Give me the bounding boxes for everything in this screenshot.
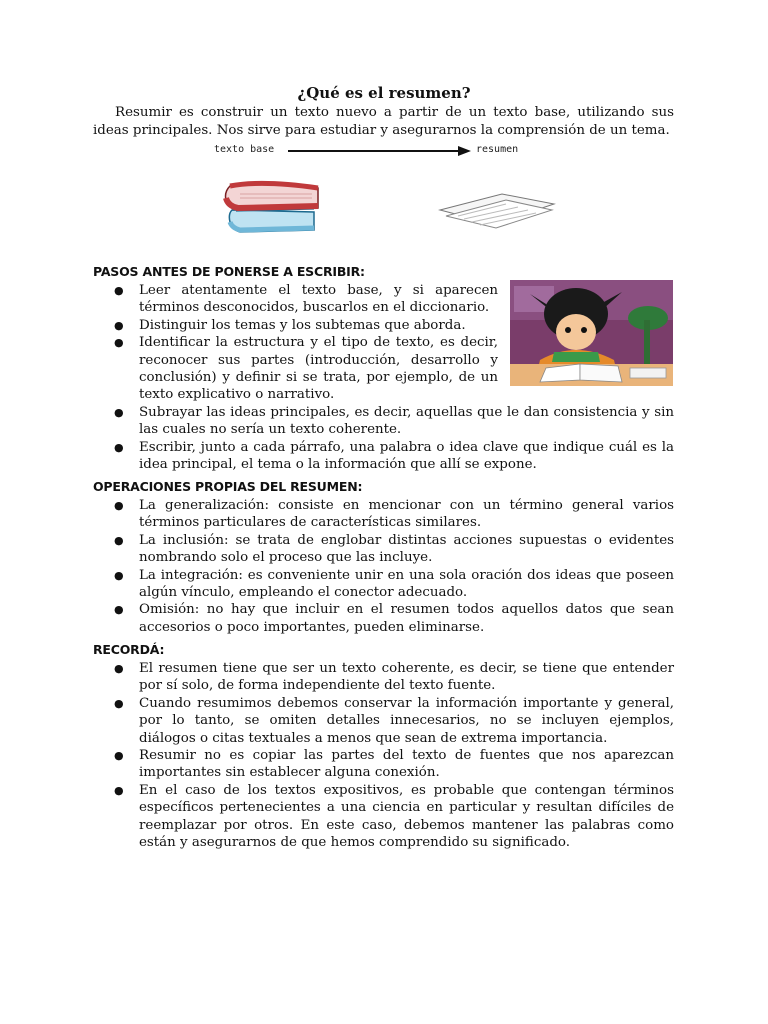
list-item: ● Leer atentamente el texto base, y si aparecen términos desconocidos, buscarlos en el diccionario. <box>114 283 498 316</box>
section-heading-recorda: RECORDÁ: <box>93 642 165 657</box>
books-icon <box>222 178 324 236</box>
bullet: ● <box>114 749 124 763</box>
list-item: ● Omisión: no hay que incluir en el resumen todos aquellos datos que sean accesorios o poco importantes, pueden eliminarse. <box>114 602 674 635</box>
bullet: ● <box>114 568 124 582</box>
list-item: ● Subrayar las ideas principales, es decir, aquellas que le dan consistencia y sin las cuales no sería un texto coherente. <box>114 405 674 438</box>
bullet: ● <box>114 662 124 675</box>
list-operaciones <box>93 497 674 636</box>
bullet: ● <box>114 696 124 710</box>
bullet: ● <box>114 406 124 419</box>
section-heading-operaciones: OPERACIONES PROPIAS DEL RESUMEN: <box>93 479 363 494</box>
bullet: ● <box>114 336 124 350</box>
page-title: ¿Qué es el resumen? <box>297 84 471 102</box>
list-pasos-bottom <box>93 404 674 474</box>
bullet: ● <box>114 499 124 512</box>
bullet: ● <box>114 318 124 332</box>
papers-icon <box>436 190 558 230</box>
intro-paragraph <box>93 104 674 140</box>
intro-text: Resumir es construir un texto nuevo a partir de un texto base, utilizando sus ideas principales. Nos sirve para estudiar y asegurarnos la comprensión de un tema. <box>93 105 674 138</box>
list-item: ● Resumir no es copiar las partes del texto de fuentes que nos aparezcan importantes sin establecer alguna conexión. <box>114 748 674 781</box>
list-item: ● La integración: es conveniente unir en una sola oración dos ideas que poseen algún vínculo, empleando el conector adecuado. <box>114 567 674 601</box>
list-item: ● En el caso de los textos expositivos, es probable que contengan términos específicos pertenecientes a una ciencia en particular y resultan difíciles de reemplazar por otros. En este caso, debemos mantener las palabras como están y asegurarnos de que hemos comprendido su significado. <box>114 782 674 851</box>
section-heading-pasos: PASOS ANTES DE PONERSE A ESCRIBIR: <box>93 264 365 279</box>
list-item: ● Identificar la estructura y el tipo de texto, es decir, reconocer sus partes (introducción, desarrollo y conclusión) y definir si se trata, por ejemplo, de un texto explicativo o narrativo. <box>114 335 498 403</box>
bullet: ● <box>114 533 124 547</box>
list-item: ● El resumen tiene que ser un texto coherente, es decir, se tiene que entender por sí solo, de forma independiente del texto fuente. <box>114 661 674 694</box>
list-item: ● Cuando resumimos debemos conservar la información importante y general, por lo tanto, se omiten detalles innecesarios, no se incluyen ejemplos, diálogos o citas textuales a menos que sean de extrema importancia. <box>114 695 674 746</box>
bullet: ● <box>114 440 124 454</box>
list-item: ● La inclusión: se trata de englobar distintas acciones supuestas o evidentes nombrando solo el proceso que las incluye. <box>114 532 674 566</box>
student-studying-illustration <box>510 280 673 386</box>
flow-to-label: resumen <box>476 144 519 155</box>
list-item: ● Distinguir los temas y los subtemas que aborda. <box>114 317 466 333</box>
right-arrow-icon <box>288 145 472 157</box>
bullet: ● <box>114 603 124 617</box>
list-item: ● Escribir, junto a cada párrafo, una palabra o idea clave que indique cuál es la idea principal, el tema o la información que allí se expone. <box>114 439 674 473</box>
flow-from-label: texto base <box>214 144 275 155</box>
bullet: ● <box>114 284 124 297</box>
list-recorda <box>93 660 674 851</box>
bullet: ● <box>114 783 124 797</box>
text-flow-diagram <box>214 144 534 160</box>
list-pasos-top <box>93 282 498 404</box>
list-item: ● La generalización: consiste en mencionar con un término general varios términos particulares de características similares. <box>114 498 674 531</box>
